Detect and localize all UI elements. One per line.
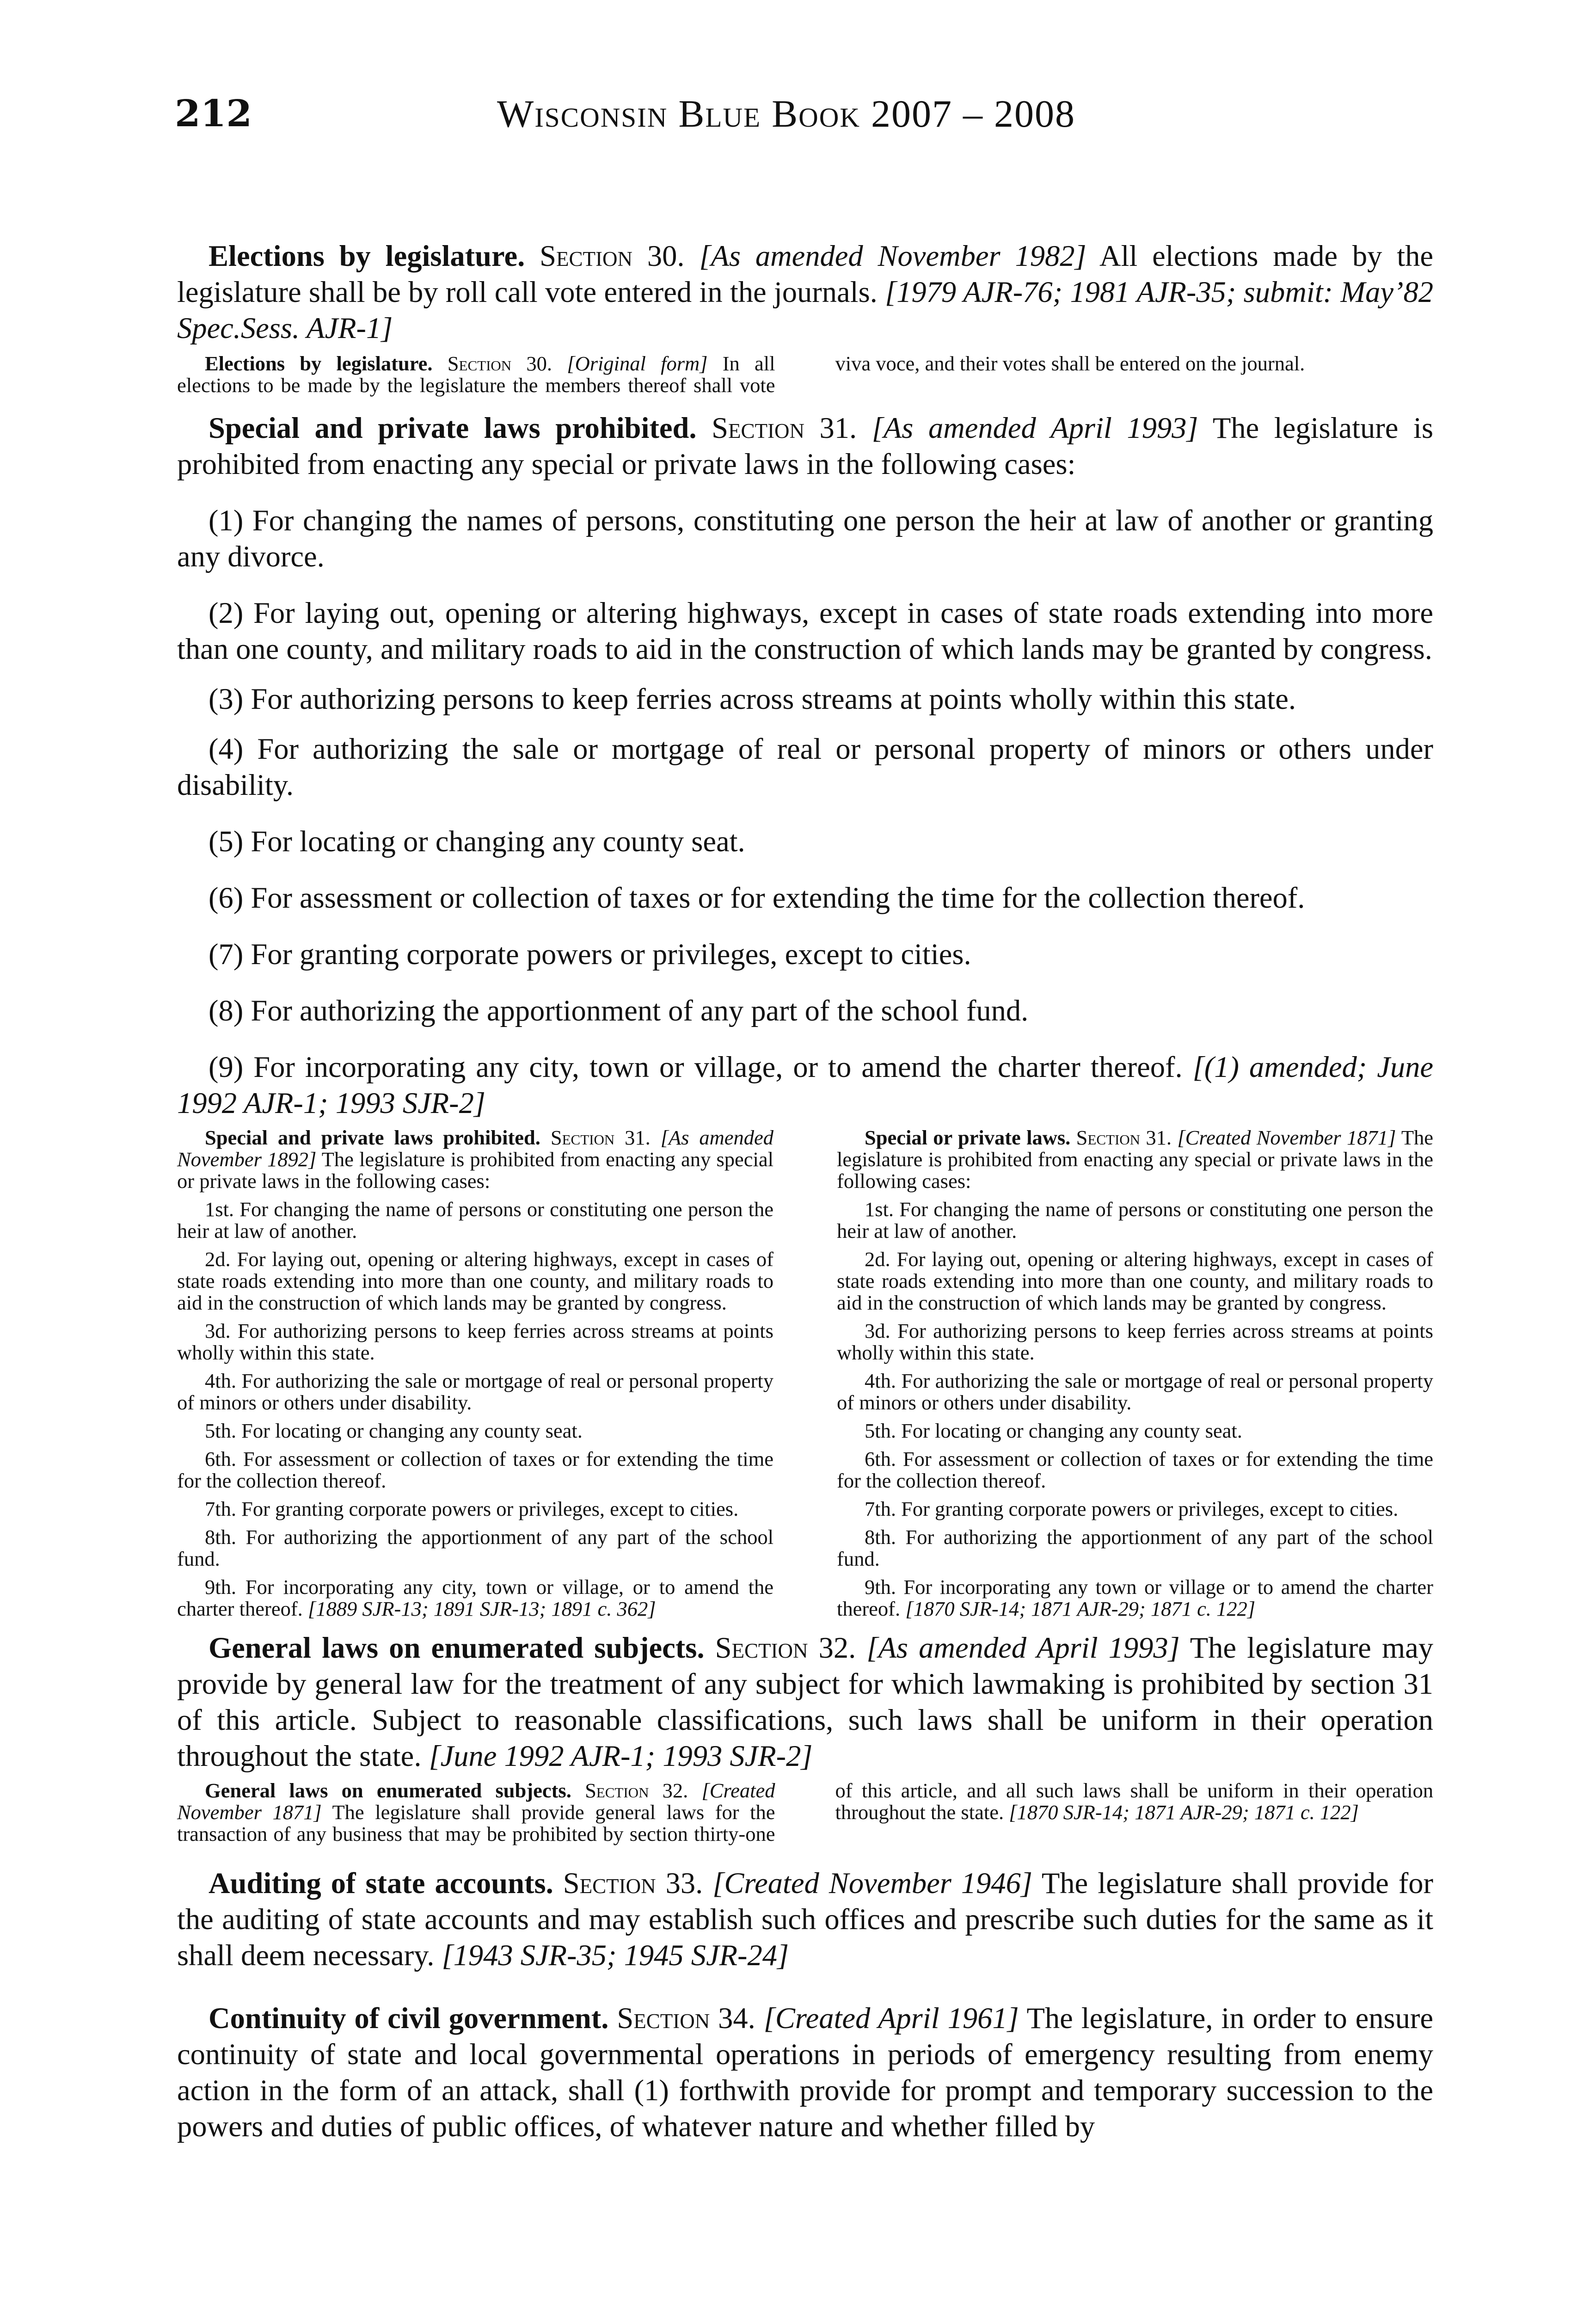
section-30-original-note xyxy=(177,353,1433,396)
section-34-number: Section 34. xyxy=(617,2002,755,2035)
section-30-original-status: [Original form] xyxy=(567,352,708,375)
section-32-original-citation: [1870 SJR-14; 1871 AJR-29; 1871 c. 122] xyxy=(1009,1801,1359,1824)
section-33-heading: Auditing of state accounts. xyxy=(209,1867,553,1900)
note-1871-item-7: 7th. For granting corporate powers or privileges, except to cities. xyxy=(865,1497,1399,1520)
note-1871-item-2: 2d. For laying out, opening or altering highways, except in cases of state roads extending into more than one county, and military roads to aid in the construction of which lands may be granted by congress. xyxy=(837,1248,1433,1314)
section-33-citation: [1943 SJR-35; 1945 SJR-24] xyxy=(442,1939,789,1972)
section-34-text: The legislature, in order to ensure continuity of state and local governmental operations in periods of emergency resulting from enemy action in the form of an attack, shall (1) forthwith provide for prompt and temporary succession to the powers and duties of public offices, of whatever nature and whether filled by xyxy=(177,2002,1434,2143)
section-32-citation: [June 1992 AJR-1; 1993 SJR-2] xyxy=(429,1740,813,1772)
note-1892-item-9 xyxy=(177,1576,773,1620)
note-1871-citation: [1870 SJR-14; 1871 AJR-29; 1871 c. 122] xyxy=(905,1597,1256,1620)
note-1892-citation: [1889 SJR-13; 1891 SJR-13; 1891 c. 362] xyxy=(307,1597,656,1620)
section-31-item-2: (2) For laying out, opening or altering highways, except in cases of state roads extending into more than one county, and military roads to aid in the construction of which lands may be granted by congress. xyxy=(177,596,1433,665)
section-30-original-text xyxy=(177,353,1433,396)
note-1871-intro xyxy=(837,1127,1433,1192)
section-32-original-body: The legislature shall provide general laws for the transaction of any business that may be prohibited by section thirty-one of this article, and all such laws shall be uniform in their operation throughout the state. xyxy=(177,1779,1433,1845)
section-31-item-3: (3) For authorizing persons to keep ferries across streams at points wholly within this state. xyxy=(209,683,1296,715)
note-1892-item-4: 4th. For authorizing the sale or mortgage of real or personal property of minors or others under disability. xyxy=(177,1369,773,1414)
section-30 xyxy=(177,238,1433,346)
page-body xyxy=(177,238,1433,2145)
section-30-citation: [1979 AJR-76; 1981 AJR-35; submit: May’82 Spec.Sess. AJR-1] xyxy=(177,276,1433,344)
section-34-note: [Created April 1961] xyxy=(763,2002,1019,2035)
section-31-item-9-text: (9) For incorporating any city, town or village, or to amend the charter thereof. xyxy=(209,1051,1183,1083)
section-32-original-note xyxy=(177,1780,1433,1845)
section-32-text: The legislature may provide by general law for the treatment of any subject for which lawmaking is prohibited by section 31 of this article. Subject to reasonable classifications, such laws shall be uniform in their operation throughout the state. xyxy=(177,1631,1433,1772)
section-30-original-heading: Elections by legislature. xyxy=(205,352,433,375)
note-1892-heading: Special and private laws prohibited. xyxy=(205,1126,540,1149)
section-32-heading: General laws on enumerated subjects. xyxy=(209,1631,705,1664)
note-1892-intro xyxy=(177,1127,773,1192)
section-33 xyxy=(177,1865,1433,1974)
section-31-item-7: (7) For granting corporate powers or privileges, except to cities. xyxy=(209,938,971,971)
section-34 xyxy=(177,2000,1433,2145)
section-32-number: Section 32. xyxy=(715,1631,856,1664)
note-1871-status: [Created November 1871] xyxy=(1177,1126,1396,1149)
note-1892-status: [As amended November 1892] xyxy=(177,1126,774,1171)
section-31-item-4: (4) For authorizing the sale or mortgage of real or personal property of minors or others under disability. xyxy=(177,732,1433,801)
section-31-historical-notes xyxy=(177,1127,1433,1620)
note-1892-item-7: 7th. For granting corporate powers or privileges, except to cities. xyxy=(205,1497,739,1520)
note-1892-intro-text: The legislature is prohibited from enacting any special or private laws in the following cases: xyxy=(177,1148,773,1193)
section-32-original-status: [Created November 1871] xyxy=(177,1779,775,1824)
section-31-number: Section 31. xyxy=(712,412,857,444)
section-30-note: [As amended November 1982] xyxy=(699,240,1087,272)
section-31-item-9 xyxy=(177,1049,1433,1121)
section-33-note: [Created November 1946] xyxy=(712,1867,1033,1900)
note-1871-item-9 xyxy=(837,1576,1433,1620)
section-30-original-body: In all elections to be made by the legislature the members thereof shall vote viva voce, and their votes shall be entered on the journal. xyxy=(177,352,1305,397)
note-1892-item-8: 8th. For authorizing the apportionment of any part of the school fund. xyxy=(177,1525,773,1570)
note-1892-item-6: 6th. For assessment or collection of taxes or for extending the time for the collection thereof. xyxy=(177,1447,773,1492)
section-31-item-5: (5) For locating or changing any county seat. xyxy=(209,825,745,858)
note-1892-number: Section 31. xyxy=(550,1126,651,1149)
section-31-item-6: (6) For assessment or collection of taxes or for extending the time for the collection thereof. xyxy=(209,881,1305,914)
section-31-item-8: (8) For authorizing the apportionment of any part of the school fund. xyxy=(209,994,1029,1027)
section-32-note: [As amended April 1993] xyxy=(866,1631,1180,1664)
section-31-item-1: (1) For changing the names of persons, constituting one person the heir at law of another or granting any divorce. xyxy=(177,504,1433,573)
section-32 xyxy=(177,1630,1433,1774)
note-1871-item-9-text: 9th. For incorporating any town or village or to amend the charter thereof. xyxy=(837,1575,1433,1620)
section-31-intro: The legislature is prohibited from enacting any special or private laws in the following cases: xyxy=(177,412,1433,480)
note-1871-intro-text: The legislature is prohibited from enacting any special or private laws in the following cases: xyxy=(837,1126,1433,1193)
note-1871-item-3: 3d. For authorizing persons to keep ferries across streams at points wholly within this state. xyxy=(837,1319,1433,1364)
section-31-heading: Special and private laws prohibited. xyxy=(209,412,697,444)
section-32-original-number: Section 32. xyxy=(585,1779,688,1802)
note-1892-item-3: 3d. For authorizing persons to keep ferries across streams at points wholly within this state. xyxy=(177,1319,773,1364)
note-1892-item-9-text: 9th. For incorporating any city, town or village, or to amend the charter thereof. xyxy=(177,1575,773,1620)
section-33-text: The legislature shall provide for the auditing of state accounts and may establish such offices and prescribe such duties for the same as it shall deem necessary. xyxy=(177,1867,1433,1972)
section-32-original-text xyxy=(177,1780,1433,1845)
section-30-original-number: Section 30. xyxy=(447,352,552,375)
page-number: 212 xyxy=(175,92,252,135)
section-32-original-heading: General laws on enumerated subjects. xyxy=(205,1779,571,1802)
section-34-heading: Continuity of civil government. xyxy=(209,2002,609,2035)
note-1892-item-1: 1st. For changing the name of persons or constituting one person the heir at law of another. xyxy=(177,1198,773,1242)
note-1892-item-5: 5th. For locating or changing any county seat. xyxy=(205,1419,583,1442)
section-30-heading: Elections by legislature. xyxy=(209,240,525,272)
note-1871-item-4: 4th. For authorizing the sale or mortgage of real or personal property of minors or others under disability. xyxy=(837,1369,1433,1414)
note-1871-number: Section 31. xyxy=(1076,1126,1172,1149)
section-30-text: All elections made by the legislature shall be by roll call vote entered in the journals. xyxy=(177,240,1434,308)
section-31-citation: [(1) amended; June 1992 AJR-1; 1993 SJR-2] xyxy=(177,1051,1434,1119)
section-31-note: [As amended April 1993] xyxy=(872,412,1198,444)
running-header-title: Wisconsin Blue Book 2007 – 2008 xyxy=(497,92,1075,135)
note-1871-item-8: 8th. For authorizing the apportionment of any part of the school fund. xyxy=(837,1525,1433,1570)
section-31 xyxy=(177,410,1433,482)
note-1871-item-5: 5th. For locating or changing any county seat. xyxy=(865,1419,1242,1442)
note-1871-heading: Special or private laws. xyxy=(865,1126,1071,1149)
note-1871-item-1: 1st. For changing the name of persons or constituting one person the heir at law of another. xyxy=(837,1198,1433,1242)
section-30-number: Section 30. xyxy=(540,240,685,272)
note-column-1871 xyxy=(837,1127,1433,1620)
section-33-number: Section 33. xyxy=(563,1867,703,1900)
note-1892-item-2: 2d. For laying out, opening or altering highways, except in cases of state roads extending into more than one county, and military roads to aid in the construction of which lands may be granted by congress. xyxy=(177,1248,773,1314)
note-column-1892 xyxy=(177,1127,773,1620)
note-1871-item-6: 6th. For assessment or collection of taxes or for extending the time for the collection thereof. xyxy=(837,1447,1433,1492)
